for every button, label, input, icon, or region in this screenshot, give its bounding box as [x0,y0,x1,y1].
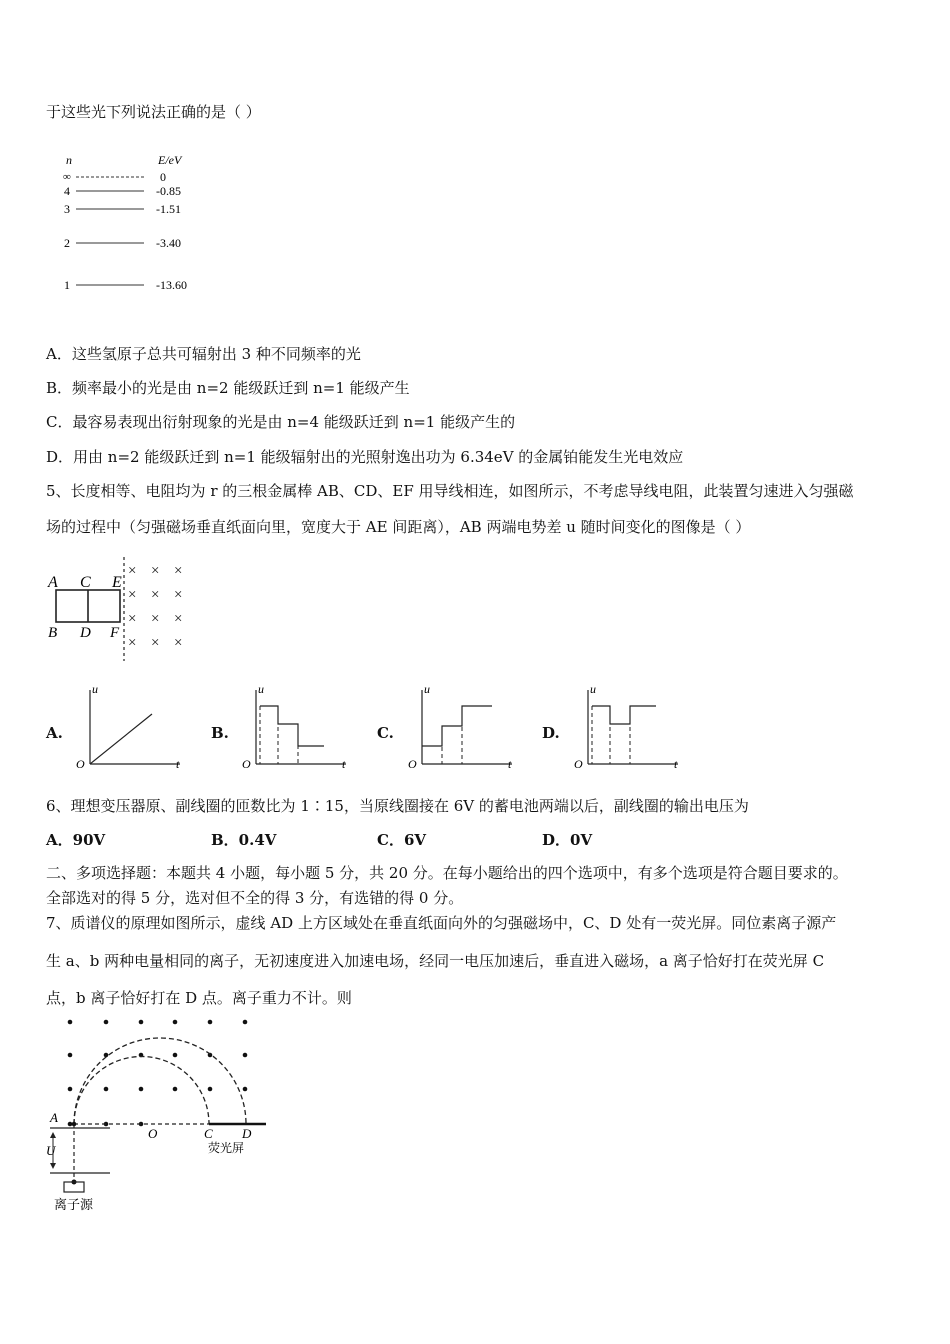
q4-option-b: B．频率最小的光是由 n=2 能级跃迁到 n=1 能级产生 [46,379,410,397]
q5-stem-line2: 场的过程中（匀强磁场垂直纸面向里，宽度大于 AE 间距离），AB 两端电势差 u 随时间变化的图像是（ ） [46,518,751,536]
label-e: E [112,574,122,591]
field-x: × [128,635,137,651]
field-x: × [174,563,183,579]
q6-option-a: A．90V [46,831,106,849]
label-a: A [50,1110,58,1125]
field-x: × [174,587,183,603]
energy-level-diagram [58,148,208,298]
level-n-4: 4 [64,184,70,198]
field-x: × [128,611,137,627]
q7-stem-line3: 点，b 离子恰好打在 D 点。离子重力不计。则 [46,989,352,1007]
field-x: × [128,563,137,579]
graph-d-o: O [574,757,583,771]
graph-c [404,684,519,774]
level-n-1: 1 [64,278,70,292]
label-c: C [80,574,91,591]
label-b: B [48,625,58,641]
graph-b-u: u [258,684,264,696]
graph-a-o: O [76,757,85,771]
label-a: A [48,574,58,591]
level-e-3: -1.51 [156,202,181,216]
graph-d-step [592,706,656,724]
q6-option-d: D．0V [542,831,593,849]
graph-b-o: O [242,757,251,771]
graph-a-line [90,714,152,764]
field-x: × [151,563,160,579]
graph-b-step [260,706,324,746]
q4-option-c: C．最容易表现出衍射现象的光是由 n=4 能级跃迁到 n=1 能级产生的 [46,413,516,431]
level-e-1: -13.60 [156,278,187,292]
q4-option-d: D．用由 n=2 能级跃迁到 n=1 能级辐射出的光照射逸出功为 6.34eV 的金属铂能发生光电效应 [46,448,684,466]
level-n-2: 2 [64,236,70,250]
graph-c-u: u [424,684,430,696]
graph-c-t: t [508,757,512,771]
label-u: U [46,1143,56,1158]
graph-label-d: D. [542,724,560,742]
q7-stem-line2: 生 a、b 两种电量相同的离子，无初速度进入加速电场，经同一电压加速后，垂直进入磁场，a 离子恰好打在荧光屏 C [46,952,825,970]
q4-option-a: A．这些氢原子总共可辐射出 3 种不同频率的光 [46,345,361,363]
label-f: F [110,625,120,641]
rods-field-diagram [44,555,204,665]
field-x: × [128,587,137,603]
label-d: D [242,1126,252,1141]
label-screen: 荧光屏 [208,1141,245,1155]
graph-b-t: t [342,757,346,771]
graph-label-a: A. [46,724,63,742]
field-x: × [174,611,183,627]
graph-d-u: u [590,684,596,696]
field-x: × [151,635,160,651]
graph-c-step [422,706,492,746]
q5-stem-line1: 5、长度相等、电阻均为 r 的三根金属棒 AB、CD、EF 用导线相连，如图所示，不考虑导线电阻，此装置匀速进入匀强磁 [46,482,854,500]
level-n-inf: ∞ [63,171,71,183]
q4-intro: 于这些光下列说法正确的是（ ） [46,103,261,121]
field-x: × [151,587,160,603]
n-header: n [66,153,72,167]
graph-b [238,684,353,774]
graph-label-c: C. [377,724,394,742]
field-x: × [151,611,160,627]
section2-line2: 全部选对的得 5 分，选对但不全的得 3 分，有选错的得 0 分。 [46,889,464,907]
graph-label-b: B. [211,724,229,742]
level-e-inf: 0 [160,170,166,184]
label-source: 离子源 [54,1197,94,1212]
label-o: O [148,1126,158,1141]
level-n-3: 3 [64,202,70,216]
graph-d [570,684,685,774]
level-e-2: -3.40 [156,236,181,250]
q6-option-c: C．6V [377,831,427,849]
graph-a-u: u [92,684,98,696]
e-header: E/eV [158,153,182,167]
graph-a-t: t [176,757,180,771]
label-c: C [204,1126,213,1141]
label-d: D [80,625,91,641]
q6-option-b: B．0.4V [211,831,277,849]
graph-a [72,684,187,774]
q6-stem: 6、理想变压器原、副线圈的匝数比为 1∶15，当原线圈接在 6V 的蓄电池两端以后，副线圈的输出电压为 [46,797,749,815]
arc-b [74,1038,246,1124]
field-x: × [174,635,183,651]
mass-spectrometer-diagram [44,1010,274,1215]
q7-stem-line1: 7、质谱仪的原理如图所示，虚线 AD 上方区域处在垂直纸面向外的匀强磁场中，C、D 处有一荧光屏。同位素离子源产 [46,914,837,932]
level-e-4: -0.85 [156,184,181,198]
graph-d-t: t [674,757,678,771]
graph-c-o: O [408,757,417,771]
section2-line1: 二、多项选择题：本题共 4 小题，每小题 5 分，共 20 分。在每小题给出的四个选项中，有多个选项是符合题目要求的。 [46,864,848,882]
